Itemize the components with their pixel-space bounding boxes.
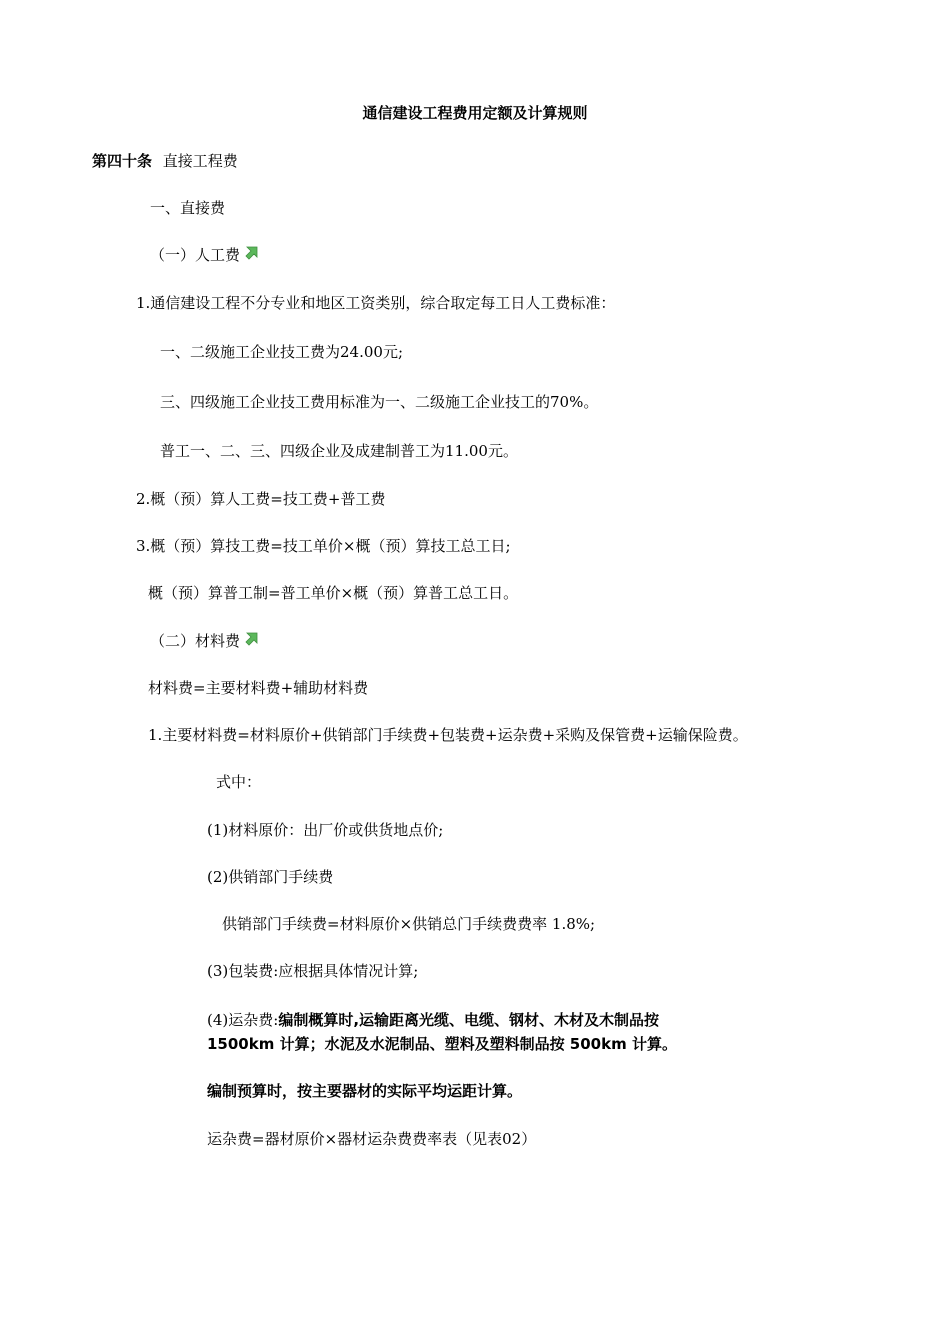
item-3-packaging-fee: (3)包装费:应根据具体情况计算; (207, 962, 419, 980)
item-4-bold-line1: 编制概算时,运输距离光缆、电缆、钢材、木材及木制品按 (278, 1011, 660, 1029)
transport-fee-formula: 运杂费=器材原价×器材运杂费费率表（见表02） (207, 1130, 537, 1148)
paragraph-3b: 概（预）算普工制=普工单价×概（预）算普工总工日。 (148, 584, 519, 602)
article-number: 第四十条 (92, 152, 153, 170)
paragraph-1b: 三、四级施工企业技工费用标准为一、二级施工企业技工的70%。 (160, 393, 599, 411)
item-1-original-price: (1)材料原价：出厂价或供货地点价; (207, 821, 444, 839)
item-4-transport-fee (207, 1010, 659, 1030)
paragraph-1a: 一、二级施工企业技工费为24.00元; (160, 343, 403, 361)
green-arrow-icon[interactable] (244, 245, 260, 261)
material-formula: 材料费=主要材料费+辅助材料费 (148, 679, 369, 697)
item-2-handling-fee: (2)供销部门手续费 (207, 868, 334, 886)
subsection-material-cost (150, 631, 260, 651)
material-main-formula: 1.主要材料费=材料原价+供销部门手续费+包装费+运杂费+采购及保管费+运输保险费。 (148, 726, 748, 744)
item-4-bold-line2: 1500km 计算；水泥及水泥制品、塑料及塑料制品按 500km 计算。 (207, 1035, 677, 1053)
paragraph-2: 2.概（预）算人工费=技工费+普工费 (136, 490, 386, 508)
paragraph-1: 1.通信建设工程不分专业和地区工资类别，综合取定每工日人工费标准： (136, 294, 616, 312)
article-heading-line (92, 151, 238, 171)
article-subject: 直接工程费 (162, 152, 238, 170)
section-direct-cost: 一、直接费 (150, 199, 226, 217)
paragraph-3: 3.概（预）算技工费=技工单价×概（预）算技工总工日; (136, 537, 511, 555)
subsection-material-label: （二）材料费 (150, 632, 241, 650)
paragraph-1c: 普工一、二、三、四级企业及成建制普工为11.00元。 (160, 442, 518, 460)
formula-note: 式中： (216, 773, 262, 791)
document-title: 通信建设工程费用定额及计算规则 (362, 104, 588, 122)
handling-fee-formula: 供销部门手续费=材料原价×供销总门手续费费率 1.8%; (222, 915, 596, 933)
item-4-bold-line3: 编制预算时，按主要器材的实际平均运距计算。 (207, 1082, 523, 1100)
item-4-prefix: (4)运杂费: (207, 1011, 279, 1029)
subsection-labor-cost (150, 245, 260, 265)
green-arrow-icon[interactable] (244, 631, 260, 647)
subsection-labor-label: （一）人工费 (150, 246, 241, 264)
